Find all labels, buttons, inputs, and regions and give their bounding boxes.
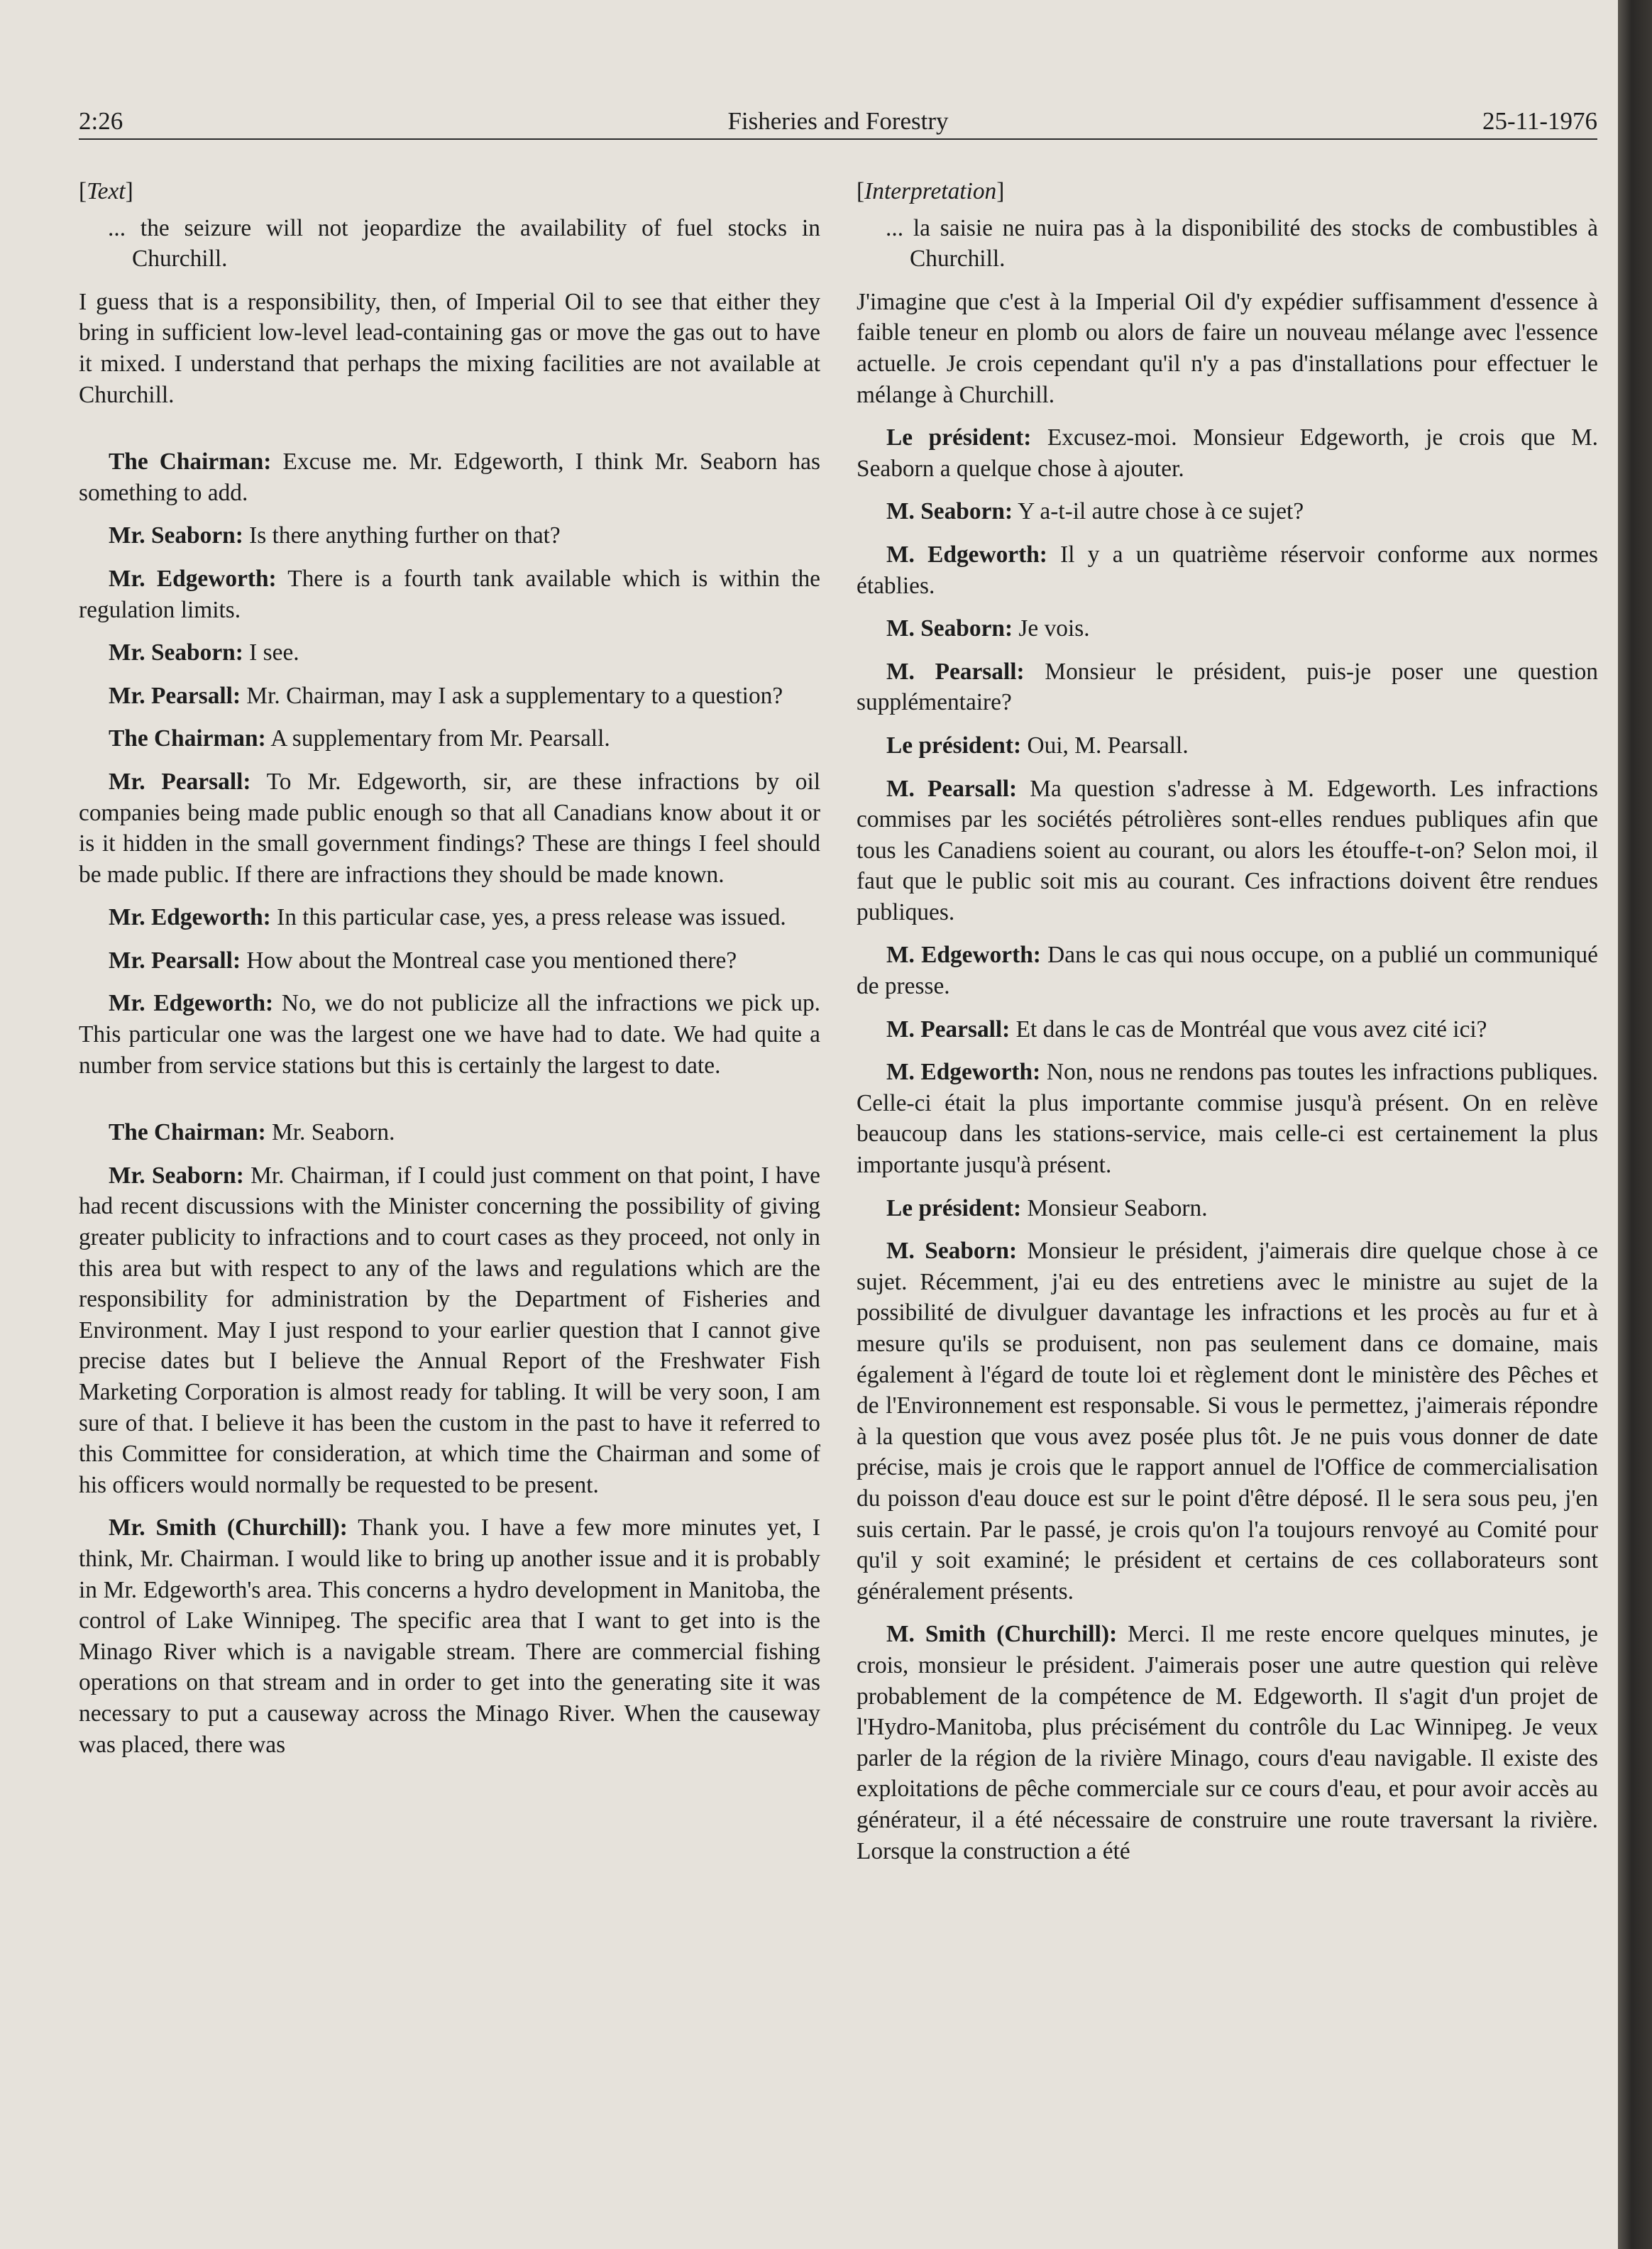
quoted-passage: ... the seizure will not jeopardize the availability of fuel stocks in Churchill. [108, 214, 820, 273]
page-header [79, 105, 1597, 138]
speech [857, 613, 1598, 644]
speech-text: I see. [243, 639, 299, 666]
quoted-passage: ... la saisie ne nuira pas à la disponibilité des stocks de combustibles à Churchill. [886, 214, 1598, 273]
speaker: Mr. Pearsall: [109, 768, 251, 795]
speaker: M. Pearsall: [886, 1016, 1011, 1043]
speech-text: Ma question s'adresse à M. Edgeworth. Les infractions commises par les sociétés pétrolières sont-elles rendues publiques afin que tous les Canadiens soient au courant, ou alors les étouffe-t-on? Selon moi, il faut que le public soit mis au courant. Ces infractions doivent être rendues publiques. [857, 775, 1599, 925]
speech-text: Dans le cas qui nous occupe, on a publié un communiqué de presse. [857, 942, 1598, 1000]
speech-text: There is a fourth tank available which is within the regulation limits. [79, 565, 820, 623]
speech-text: Excusez-moi. Monsieur Edgeworth, je crois que M. Seaborn a quelque chose à ajouter. [857, 424, 1599, 482]
speech-text: Thank you. I have a few more minutes yet, I think, Mr. Chairman. I would like to bring up another issue and it is probably in Mr. Edgeworth's area. This concerns a hydro development in Manitoba, the control of Lake Winnipeg. The specific area that I want to get into is the Minago River which is a navigable stream. There are commercial fishing operations on that stream and in order to get into the generating site it was necessary to put a causeway across the Minago River. When the causeway was placed, there was [79, 1514, 820, 1758]
speech [857, 656, 1598, 718]
speech [79, 1512, 820, 1760]
english-column [79, 176, 820, 1772]
speaker: Mr. Edgeworth: [109, 904, 271, 931]
header-rule [79, 138, 1597, 140]
speaker: The Chairman: [109, 725, 266, 752]
speech [857, 1193, 1598, 1224]
speech [79, 1160, 820, 1501]
speech-text: In this particular case, yes, a press release was issued. [270, 904, 786, 931]
speech [857, 496, 1598, 527]
speech [857, 539, 1598, 601]
speech-text: To Mr. Edgeworth, sir, are these infractions by oil companies being made public enough so that all Canadians know about it or is it hidden in the small government findings? These are things I feel should be made public. If there are infractions they should be made known. [79, 768, 821, 888]
speaker: M. Seaborn: [886, 498, 1013, 525]
speech-text: No, we do not publicize all the infractions we pick up. This particular one was the largest one we have had to date. We had quite a number from service stations but this is certainly the largest to date. [79, 990, 820, 1079]
speech [79, 766, 820, 890]
speech [79, 723, 820, 754]
speaker: M. Seaborn: [886, 615, 1013, 642]
speaker: The Chairman: [109, 449, 272, 475]
speech [79, 563, 820, 625]
speaker: Mr. Smith (Churchill): [109, 1514, 348, 1541]
speaker: Le président: [886, 732, 1022, 759]
text-tag: [Text] [79, 178, 133, 204]
french-column [857, 176, 1598, 1879]
speech [857, 730, 1598, 761]
speech [79, 945, 820, 977]
speech [79, 520, 820, 551]
speaker: Mr. Seaborn: [109, 639, 243, 666]
speech [79, 446, 820, 508]
speaker: The Chairman: [109, 1119, 266, 1146]
speech [79, 637, 820, 669]
speech [857, 1619, 1598, 1866]
speech-text: Je vois. [1013, 615, 1090, 642]
speech-text: A supplementary from Mr. Pearsall. [265, 725, 610, 752]
speech-text: Monsieur Seaborn. [1021, 1194, 1208, 1221]
speaker: Mr. Seaborn: [109, 1162, 244, 1189]
paragraph: J'imagine que c'est à la Imperial Oil d'y expédier suffisamment d'essence à faible teneur en plomb ou alors de faire un nouveau mélange avec l'essence actuelle. Je crois cependant qu'il n'y a pas d'installations pour effectuer le mélange à Churchill. [857, 288, 1598, 408]
page-edge-shadow [1618, 0, 1652, 2249]
speaker: Mr. Edgeworth: [109, 990, 274, 1017]
speech [857, 422, 1598, 484]
header-date: 25-11-1976 [1482, 107, 1597, 135]
speech [79, 1117, 820, 1148]
speaker: Mr. Pearsall: [109, 947, 241, 974]
speaker: Le président: [886, 1194, 1022, 1221]
speech-text: Y a-t-il autre chose à ce sujet? [1013, 498, 1304, 525]
speech-text: Non, nous ne rendons pas toutes les infractions publiques. Celle-ci était la plus importante commise jusqu'à présent. On en relève beaucoup dans les stations-service, mais celle-ci est certainement la plus importante jusqu'à présent. [857, 1059, 1598, 1179]
speech-text: Oui, M. Pearsall. [1021, 732, 1189, 759]
speech-text: Excuse me. Mr. Edgeworth, I think Mr. Seaborn has something to add. [79, 449, 820, 506]
speech-text: Merci. Il me reste encore quelques minutes, je crois, monsieur le président. J'aimerais poser une autre question qui relève probablement de la compétence de M. Edgeworth. Il s'agit d'un projet de l'Hydro-Manitoba, plus précisément du contrôle du Lac Winnipeg. Je veux parler de la région de la rivière Minago, cours d'eau navigable. Il existe des exploitations de pêche commerciale sur ce cours d'eau, et pour avoir accès au générateur, il a été nécessaire de construire une route traversant la rivière. Lorsque la construction a été [857, 1621, 1598, 1864]
speaker: M. Edgeworth: [886, 942, 1041, 969]
speaker: M. Pearsall: [886, 658, 1025, 685]
speech [857, 1057, 1598, 1180]
speech-text: Mr. Chairman, if I could just comment on that point, I have had recent discussions with the Minister concerning the possibility of giving greater publicity to infractions and to court cases as they proceed, not only in this area but with respect to any of the laws and regulations which are the responsibility for administration by the Department of Fisheries and Environment. May I just respond to your earlier question that I cannot give precise dates but I believe the Annual Report of the Freshwater Fish Marketing Corporation is almost ready for tabling. It will be very soon, I am sure of that. I believe it has been the custom in the past to have it referred to this Committee for consideration, at which time the Chairman and some of his officers would normally be requested to be present. [79, 1162, 820, 1498]
speaker: Mr. Seaborn: [109, 522, 243, 549]
speaker: Le président: [886, 424, 1032, 451]
speaker: M. Seaborn: [886, 1238, 1018, 1265]
speech [857, 774, 1598, 928]
speech [79, 988, 820, 1081]
speaker: M. Smith (Churchill): [886, 1621, 1118, 1648]
speech-text: Monsieur le président, j'aimerais dire quelque chose à ce sujet. Récemment, j'ai eu des entretiens avec le ministre au sujet de la possibilité de divulguer davantage les infractions et les procès au fur et à mesure qu'ils se produisent, non pas seulement dans ce domaine, mais également à l'égard de toute loi et règlement dont le ministère des Pêches et de l'Environnement est responsable. Si vous le permettez, j'aimerais répondre à la question que vous avez posée plus tôt. Je ne puis vous donner de date précise, mais je crois que le rapport annuel de l'Office de commercialisation du poisson d'eau douce est sur le point d'être déposé. Il le sera sous peu, j'en suis certain. Par le passé, je crois qu'on l'a toujours renvoyé au Comité pour qu'il y soit examiné; le président et certains de ces collaborateurs sont généralement présents. [857, 1238, 1598, 1605]
interpretation-tag: [Interpretation] [857, 178, 1005, 204]
speech-text: Et dans le cas de Montréal que vous avez cité ici? [1010, 1016, 1487, 1043]
speech-text: Is there anything further on that? [243, 522, 561, 549]
speaker: M. Edgeworth: [886, 1059, 1041, 1086]
speech [857, 1014, 1598, 1045]
speech [857, 1236, 1598, 1607]
running-title: Fisheries and Forestry [727, 107, 949, 135]
speech-text: Il y a un quatrième réservoir conforme aux normes établies. [857, 541, 1598, 599]
speech [857, 940, 1598, 1001]
speaker: M. Pearsall: [886, 775, 1018, 802]
speaker: Mr. Edgeworth: [109, 565, 277, 592]
speech-text: How about the Montreal case you mentioned there? [241, 947, 737, 974]
paragraph: I guess that is a responsibility, then, of Imperial Oil to see that either they bring in sufficient low-level lead-containing gas or move the gas out to have it mixed. I understand that perhaps the mixing facilities are not available at Churchill. [79, 288, 820, 408]
speech-text: Mr. Seaborn. [265, 1119, 395, 1146]
page-number: 2:26 [79, 107, 123, 135]
speaker: M. Edgeworth: [886, 541, 1047, 568]
speaker: Mr. Pearsall: [109, 682, 241, 709]
speech-text: Mr. Chairman, may I ask a supplementary to a question? [241, 682, 783, 709]
speech [79, 902, 820, 933]
speech [79, 681, 820, 712]
speech-text: Monsieur le président, puis-je poser une question supplémentaire? [857, 658, 1598, 716]
